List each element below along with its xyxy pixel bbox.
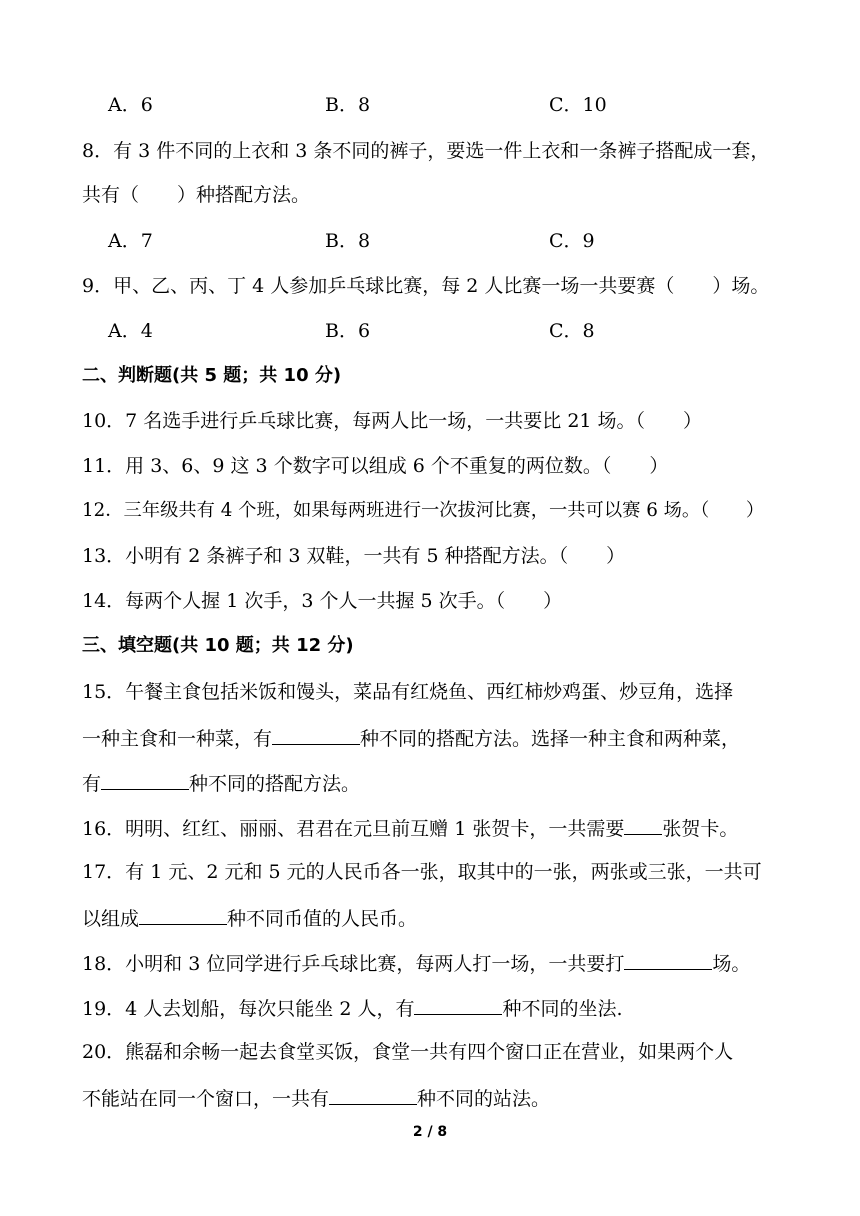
question-11: 11．用 3、6、9 这 3 个数字可以组成 6 个不重复的两位数。（ ） xyxy=(82,455,669,477)
q8-line2: 共有（ ）种搭配方法。 xyxy=(82,184,311,206)
answer-blank[interactable] xyxy=(272,724,360,745)
q7-option-c: C．10 xyxy=(549,94,607,116)
answer-blank[interactable] xyxy=(101,769,189,790)
q20-line2-post: 种不同的站法。 xyxy=(417,1088,551,1110)
q19-post: 种不同的坐法. xyxy=(502,998,623,1020)
question-10: 10．7 名选手进行乒乓球比赛，每两人比一场，一共要比 21 场。（ ） xyxy=(82,410,703,432)
q7-option-b: B．8 xyxy=(325,94,371,116)
section-title-fill-blank: 三、填空题(共 10 题；共 12 分) xyxy=(82,635,354,656)
q15-line2-post: 种不同的搭配方法。选择一种主食和两种菜， xyxy=(360,728,741,750)
answer-blank[interactable] xyxy=(329,1084,417,1105)
q17-line2-post: 种不同币值的人民币。 xyxy=(227,908,418,930)
q15-line3-post: 种不同的搭配方法。 xyxy=(189,773,361,795)
q20-line2-pre: 不能站在同一个窗口，一共有 xyxy=(82,1088,330,1110)
answer-blank[interactable] xyxy=(139,904,227,925)
q15-line2-pre: 一种主食和一种菜，有 xyxy=(82,728,273,750)
q9-option-b: B．6 xyxy=(325,320,371,342)
q20-line2 xyxy=(82,1084,800,1112)
q16-post: 张贺卡。 xyxy=(662,818,739,840)
q8-option-c: C．9 xyxy=(549,230,595,252)
q9-option-c: C．8 xyxy=(549,320,595,342)
q19-pre: 19．4 人去划船，每次只能坐 2 人，有 xyxy=(82,998,415,1020)
q15-line3 xyxy=(82,769,800,797)
answer-blank[interactable] xyxy=(624,949,712,970)
q7-option-a: A．6 xyxy=(108,94,153,116)
q18-pre: 18．小明和 3 位同学进行乒乓球比赛，每两人打一场，一共要打 xyxy=(82,953,625,975)
q8-option-a: A．7 xyxy=(108,230,153,252)
q9-line1: 9．甲、乙、丙、丁 4 人参加乒乓球比赛，每 2 人比赛一场一共要赛（ ）场。 xyxy=(82,275,770,297)
answer-blank[interactable] xyxy=(624,814,662,835)
page-number: 2 / 8 xyxy=(412,1124,448,1140)
q15-line3-pre: 有 xyxy=(82,773,102,795)
question-19 xyxy=(82,994,800,1022)
q9-option-a: A．4 xyxy=(108,320,153,342)
q18-post: 场。 xyxy=(712,953,751,975)
q15-line2 xyxy=(82,724,800,752)
question-13: 13．小明有 2 条裤子和 3 双鞋，一共有 5 种搭配方法。（ ） xyxy=(82,545,626,567)
q8-line1: 8．有 3 件不同的上衣和 3 条不同的裤子，要选一件上衣和一条裤子搭配成一套， xyxy=(82,140,770,162)
q17-line2 xyxy=(82,904,800,932)
answer-blank[interactable] xyxy=(414,994,502,1015)
q16-pre: 16．明明、红红、丽丽、君君在元旦前互赠 1 张贺卡，一共需要 xyxy=(82,818,625,840)
q20-line1: 20．熊磊和余畅一起去食堂买饭，食堂一共有四个窗口正在营业，如果两个人 xyxy=(82,1041,734,1063)
q8-option-b: B．8 xyxy=(325,230,371,252)
question-16 xyxy=(82,814,800,842)
question-12: 12．三年级共有 4 个班，如果每两班进行一次拔河比赛，一共可以赛 6 场。（ ） xyxy=(82,500,765,521)
q17-line1: 17．有 1 元、2 元和 5 元的人民币各一张，取其中的一张，两张或三张，一共可 xyxy=(82,861,762,883)
section-title-judgement: 二、判断题(共 5 题；共 10 分) xyxy=(82,365,342,386)
question-18 xyxy=(82,949,800,977)
q15-line1: 15．午餐主食包括米饭和馒头，菜品有红烧鱼、西红柿炒鸡蛋、炒豆角，选择 xyxy=(82,681,734,703)
q17-line2-pre: 以组成 xyxy=(82,908,140,930)
question-14: 14．每两个人握 1 次手，3 个人一共握 5 次手。（ ） xyxy=(82,590,563,612)
